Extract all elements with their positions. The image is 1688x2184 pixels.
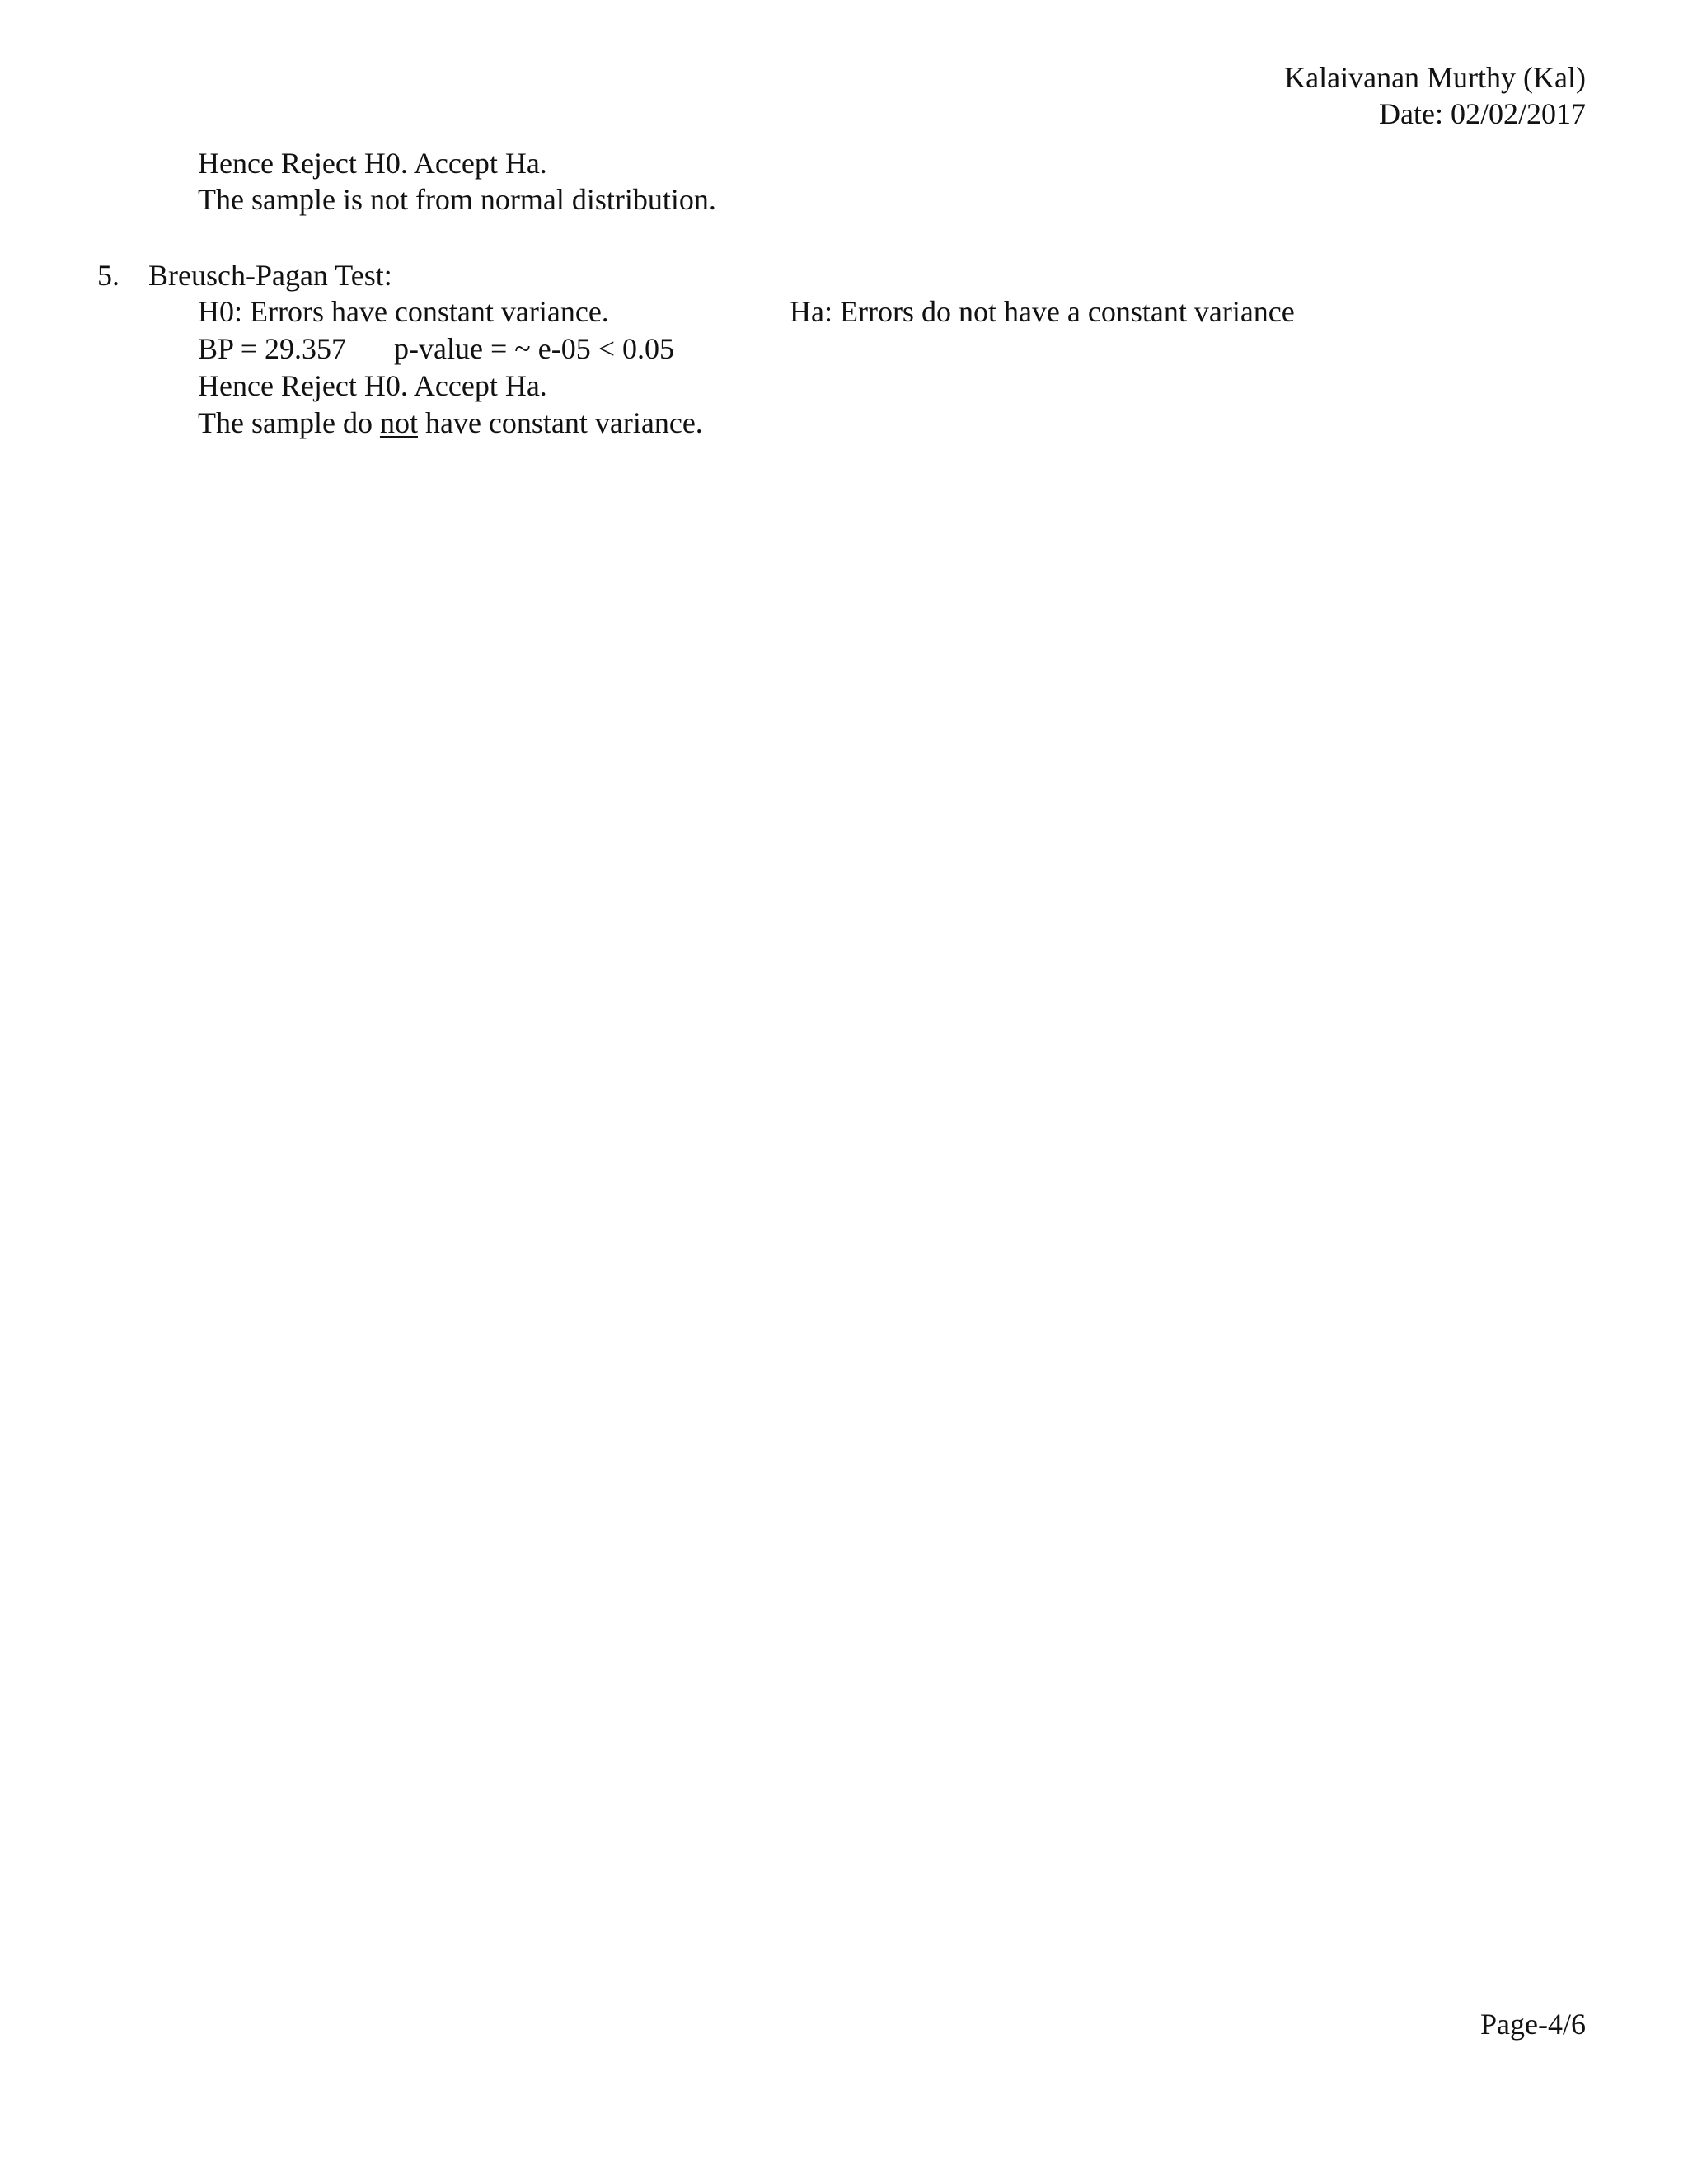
test-interpretation — [198, 408, 703, 438]
bp-statistic: BP = 29.357 — [198, 332, 346, 365]
prev-interpretation: The sample is not from normal distribution. — [198, 183, 716, 216]
null-hypothesis: H0: Errors have constant variance. — [198, 295, 609, 328]
prev-conclusion: Hence Reject H0. Accept Ha. — [198, 147, 547, 180]
document-date: Date: 02/02/2017 — [1379, 97, 1586, 130]
author-name: Kalaivanan Murthy (Kal) — [1284, 61, 1586, 94]
page-number: Page-4/6 — [1480, 2008, 1586, 2041]
p-value: p-value = ~ e-05 < 0.05 — [394, 332, 674, 365]
section-title: Breusch-Pagan Test: — [148, 259, 392, 292]
alternative-hypothesis: Ha: Errors do not have a constant variance — [790, 295, 1295, 328]
test-conclusion: Hence Reject H0. Accept Ha. — [198, 369, 547, 402]
section-number: 5. — [97, 259, 120, 292]
interpretation-emphasis: not — [379, 406, 418, 439]
interpretation-text-start: The sample do — [198, 406, 380, 439]
interpretation-text-end: have constant variance. — [417, 406, 703, 439]
